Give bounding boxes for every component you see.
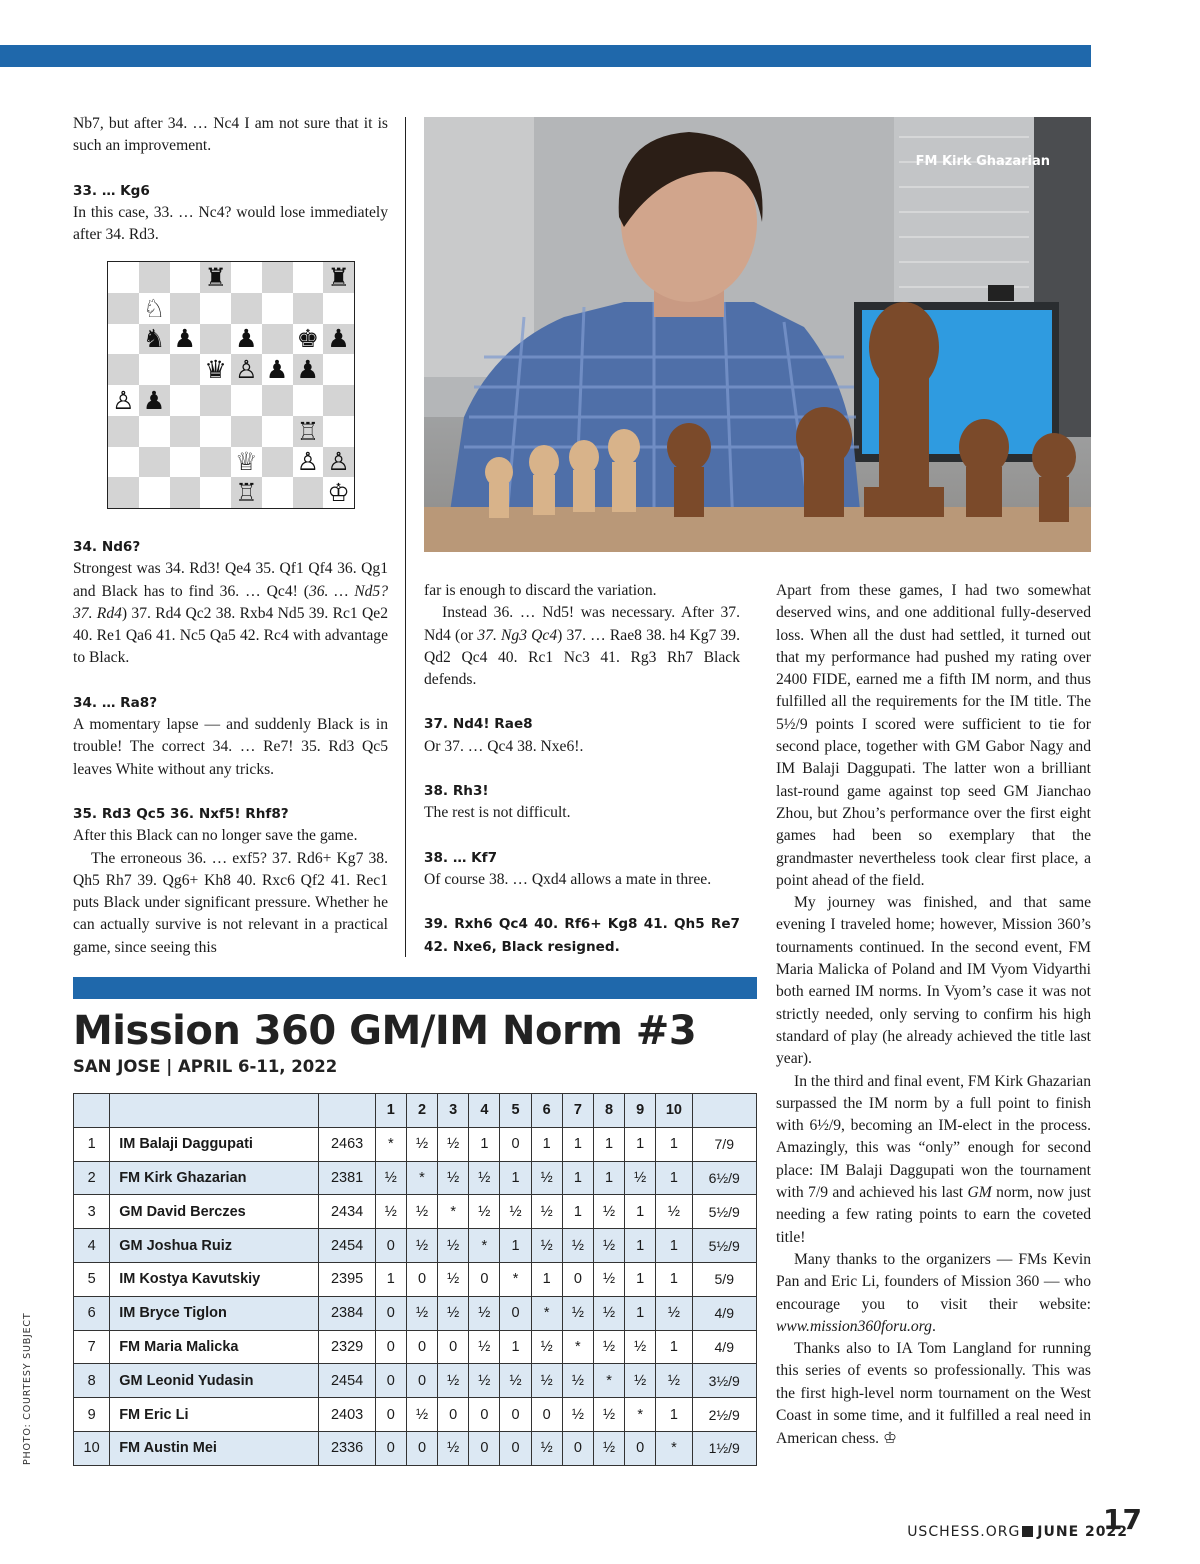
result-cell: ½ — [531, 1161, 562, 1195]
result-cell: 0 — [531, 1398, 562, 1432]
chess-piece-square: ♕ — [231, 447, 262, 478]
board-square — [108, 293, 139, 324]
table-row — [74, 1330, 757, 1364]
player-score: 6½/9 — [692, 1161, 757, 1195]
round-header: 1 — [375, 1094, 406, 1128]
crosstable-title: Mission 360 GM/IM Norm #3 — [73, 1008, 697, 1054]
board-square — [108, 477, 139, 508]
result-cell: ½ — [406, 1229, 437, 1263]
paragraph: The erroneous 36. … exf5? 37. Rd6+ Kg7 38. Qh5 Rh7 39. Qg6+ Kh8 40. Rxc6 Qf2 41. Rec1 puts Black under significant pressure. Whether he can actually survive is not relevant in a practical game, since seeing this — [73, 849, 388, 956]
chess-piece-square: ♜ — [323, 262, 354, 293]
chess-diagram — [107, 261, 355, 509]
board-square — [108, 262, 139, 293]
move-heading: 35. Rd3 Qc5 36. Nxf5! Rhf8? — [73, 805, 289, 822]
board-square — [139, 477, 170, 508]
result-cell: ½ — [500, 1364, 531, 1398]
result-cell: ½ — [593, 1296, 624, 1330]
result-cell: ½ — [625, 1364, 656, 1398]
result-cell: 1 — [625, 1229, 656, 1263]
result-cell: ½ — [562, 1398, 593, 1432]
result-cell: ½ — [531, 1195, 562, 1229]
player-score: 5/9 — [692, 1262, 757, 1296]
chess-piece-square: ♟ — [323, 324, 354, 355]
photo-credit: PHOTO: COURTESY SUBJECT — [22, 1312, 33, 1465]
player-rating: 2454 — [319, 1229, 375, 1263]
board-square — [200, 324, 231, 355]
board-square — [293, 477, 324, 508]
article-column-1 — [73, 113, 388, 246]
result-cell: 0 — [500, 1127, 531, 1161]
result-cell: ½ — [375, 1161, 406, 1195]
result-cell: 1 — [656, 1330, 692, 1364]
crosstable — [73, 1093, 757, 1466]
move-heading: 39. Rxh6 Qc4 40. Rf6+ Kg8 41. Qh5 Re7 42. Nxe6, Black resigned. — [424, 916, 740, 955]
table-row — [74, 1296, 757, 1330]
board-square — [323, 354, 354, 385]
result-cell: ½ — [562, 1229, 593, 1263]
player-rating: 2454 — [319, 1364, 375, 1398]
result-cell: 0 — [406, 1262, 437, 1296]
player-number: 4 — [74, 1229, 110, 1263]
player-name: GM David Berczes — [110, 1195, 319, 1229]
player-number: 9 — [74, 1398, 110, 1432]
board-square — [262, 447, 293, 478]
chess-piece-square: ♖ — [231, 477, 262, 508]
chess-piece-square: ♞ — [139, 324, 170, 355]
result-cell: 1 — [593, 1161, 624, 1195]
paragraph: Instead 36. … Nd5! was necessary. After 37. Nd4 (or 37. Ng3 Qc4) 37. … Rae8 38. h4 Kg7 39. Qd2 Qc4 40. Rc1 Nc3 41. Rg3 Rh7 Black defends. — [424, 604, 740, 689]
result-cell: 1 — [656, 1127, 692, 1161]
chess-piece-square: ♚ — [293, 324, 324, 355]
chess-piece-square: ♘ — [139, 293, 170, 324]
result-cell: ½ — [406, 1398, 437, 1432]
player-score: 3½/9 — [692, 1364, 757, 1398]
result-cell: 1 — [656, 1398, 692, 1432]
result-cell: 0 — [438, 1398, 469, 1432]
move-heading: 34. Nd6? — [73, 539, 141, 555]
board-square — [139, 416, 170, 447]
result-cell: 1 — [500, 1161, 531, 1195]
result-cell: ½ — [469, 1296, 500, 1330]
result-cell: 1 — [500, 1330, 531, 1364]
player-name: IM Balaji Daggupati — [110, 1127, 319, 1161]
article-column-3 — [776, 580, 1091, 1451]
board-square — [262, 477, 293, 508]
board-square — [262, 262, 293, 293]
header-color-bar — [0, 45, 1091, 67]
board-square — [170, 416, 201, 447]
board-square — [170, 447, 201, 478]
result-cell: 0 — [375, 1330, 406, 1364]
result-cell: * — [469, 1229, 500, 1263]
player-number: 8 — [74, 1364, 110, 1398]
page-number: 17 — [1103, 1503, 1142, 1536]
player-number: 10 — [74, 1431, 110, 1465]
header-blank — [319, 1094, 375, 1128]
player-rating: 2403 — [319, 1398, 375, 1432]
player-score: 5½/9 — [692, 1229, 757, 1263]
result-cell: ½ — [438, 1296, 469, 1330]
player-rating: 2336 — [319, 1431, 375, 1465]
board-square — [139, 447, 170, 478]
round-header: 9 — [625, 1094, 656, 1128]
result-cell: 1 — [375, 1262, 406, 1296]
player-number: 5 — [74, 1262, 110, 1296]
board-square — [262, 385, 293, 416]
result-cell: 0 — [438, 1330, 469, 1364]
chess-piece-square: ♔ — [323, 477, 354, 508]
result-cell: * — [438, 1195, 469, 1229]
paragraph: After this Black can no longer save the game. — [73, 827, 358, 845]
table-row — [74, 1398, 757, 1432]
result-cell: 0 — [406, 1431, 437, 1465]
paragraph: A momentary lapse — and suddenly Black is in trouble! The correct 34. … Re7! 35. Rd3 Qc5 leaves White without any tricks. — [73, 716, 388, 778]
variation-italic: 37. Ng3 Qc4 — [477, 626, 558, 644]
board-square — [200, 447, 231, 478]
player-name: GM Leonid Yudasin — [110, 1364, 319, 1398]
chess-piece-square: ♙ — [231, 354, 262, 385]
result-cell: ½ — [625, 1161, 656, 1195]
header-blank — [74, 1094, 110, 1128]
player-score: 4/9 — [692, 1296, 757, 1330]
result-cell: * — [625, 1398, 656, 1432]
board-square — [200, 477, 231, 508]
result-cell: ½ — [531, 1431, 562, 1465]
round-header: 8 — [593, 1094, 624, 1128]
player-rating: 2434 — [319, 1195, 375, 1229]
player-score: 2½/9 — [692, 1398, 757, 1432]
result-cell: ½ — [625, 1330, 656, 1364]
result-cell: ½ — [469, 1330, 500, 1364]
end-mark-icon: ♔ — [882, 1429, 897, 1448]
paragraph: The rest is not difficult. — [424, 804, 571, 822]
board-square — [108, 324, 139, 355]
board-square — [323, 416, 354, 447]
chess-piece-square: ♜ — [200, 262, 231, 293]
result-cell: 0 — [406, 1330, 437, 1364]
paragraph: My journey was finished, and that same evening I traveled home; however, Mission 360’s tournaments continued. In the second event, FM Maria Malicka of Poland and IM Vyom Vidyarthi both earned IM norms. In Vyom’s case it was not strictly needed, only serving to confirm his high standard of play (he already achieved the title last year). — [776, 894, 1091, 1068]
chess-piece-square: ♖ — [293, 416, 324, 447]
paragraph: far is enough to discard the variation. — [424, 582, 657, 599]
result-cell: ½ — [438, 1161, 469, 1195]
result-cell: ½ — [406, 1296, 437, 1330]
result-cell: ½ — [562, 1364, 593, 1398]
result-cell: 0 — [562, 1262, 593, 1296]
result-cell: ½ — [438, 1229, 469, 1263]
result-cell: 1 — [531, 1262, 562, 1296]
result-cell: 1 — [500, 1229, 531, 1263]
result-cell: 1 — [625, 1127, 656, 1161]
board-square — [231, 262, 262, 293]
move-heading: 38. … Kf7 — [424, 849, 498, 866]
player-number: 2 — [74, 1161, 110, 1195]
result-cell: * — [562, 1330, 593, 1364]
result-cell: 1 — [531, 1127, 562, 1161]
chess-piece-square: ♟ — [262, 354, 293, 385]
result-cell: ½ — [469, 1195, 500, 1229]
paragraph: Nb7, but after 34. … Nc4 I am not sure that it is such an improvement. — [73, 115, 388, 155]
board-square — [293, 262, 324, 293]
round-header: 6 — [531, 1094, 562, 1128]
board-square — [139, 354, 170, 385]
article-column-2 — [424, 580, 740, 958]
table-row — [74, 1364, 757, 1398]
board-square — [170, 262, 201, 293]
result-cell: ½ — [406, 1127, 437, 1161]
crosstable-subtitle: SAN JOSE | APRIL 6-11, 2022 — [73, 1057, 338, 1076]
board-square — [170, 477, 201, 508]
result-cell: * — [656, 1431, 692, 1465]
player-score: 1½/9 — [692, 1431, 757, 1465]
table-row — [74, 1195, 757, 1229]
result-cell: 0 — [406, 1364, 437, 1398]
paragraph: Thanks also to IA Tom Langland for running this series of events so professionally. This was the first high-level norm tournament on the West Coast in some time, and it fulfilled a real need in American chess. ♔ — [776, 1340, 1091, 1448]
player-number: 1 — [74, 1127, 110, 1161]
player-number: 7 — [74, 1330, 110, 1364]
article-column-1-continued — [73, 536, 388, 959]
chess-piece-square: ♙ — [108, 385, 139, 416]
chess-piece-square: ♟ — [293, 354, 324, 385]
board-square — [293, 385, 324, 416]
player-rating: 2395 — [319, 1262, 375, 1296]
website-link[interactable]: www.mission360foru.org — [776, 1317, 932, 1335]
header-blank — [110, 1094, 319, 1128]
result-cell: ½ — [593, 1398, 624, 1432]
result-cell: ½ — [593, 1330, 624, 1364]
result-cell: * — [375, 1127, 406, 1161]
result-cell: 0 — [375, 1398, 406, 1432]
header-blank — [692, 1094, 757, 1128]
result-cell: ½ — [562, 1296, 593, 1330]
board-square — [262, 416, 293, 447]
result-cell: 0 — [469, 1431, 500, 1465]
result-cell: * — [406, 1161, 437, 1195]
result-cell: * — [500, 1262, 531, 1296]
player-name: FM Kirk Ghazarian — [110, 1161, 319, 1195]
result-cell: ½ — [438, 1431, 469, 1465]
board-square — [139, 262, 170, 293]
round-header: 10 — [656, 1094, 692, 1128]
table-row — [74, 1229, 757, 1263]
board-square — [231, 385, 262, 416]
board-square — [262, 324, 293, 355]
result-cell: ½ — [438, 1364, 469, 1398]
board-square — [108, 354, 139, 385]
result-cell: * — [593, 1364, 624, 1398]
section-color-bar — [73, 977, 757, 999]
board-square — [231, 293, 262, 324]
result-cell: 1 — [656, 1229, 692, 1263]
round-header: 2 — [406, 1094, 437, 1128]
board-square — [170, 385, 201, 416]
paragraph: Apart from these games, I had two somewhat deserved wins, and one additional fully-deserved loss. When all the dust had settled, it turned out that my performance had pushed my rating over 2400 FIDE, earned me a fifth IM norm, and thus fulfilled all the requirements for the IM title. The 5½/9 points I scored were sufficient to tie for second place, together with GM Gabor Nagy and IM Balaji Daggupati. The latter won a brilliant last-round game against top seed GM Jianchao Zhou, but Zhou’s performance over the first eight games had been so exemplary that the grandmaster nevertheless took clear first place, a point ahead of the field. — [776, 582, 1091, 889]
table-row — [74, 1127, 757, 1161]
result-cell: 1 — [562, 1195, 593, 1229]
player-name: FM Eric Li — [110, 1398, 319, 1432]
board-square — [108, 447, 139, 478]
chess-piece-square: ♟ — [231, 324, 262, 355]
player-name: FM Austin Mei — [110, 1431, 319, 1465]
result-cell: ½ — [438, 1127, 469, 1161]
round-header: 3 — [438, 1094, 469, 1128]
result-cell: ½ — [469, 1161, 500, 1195]
player-name: GM Joshua Ruiz — [110, 1229, 319, 1263]
result-cell: 0 — [500, 1398, 531, 1432]
board-square — [170, 293, 201, 324]
result-cell: ½ — [593, 1262, 624, 1296]
board-square — [262, 293, 293, 324]
player-number: 6 — [74, 1296, 110, 1330]
result-cell: 1 — [625, 1195, 656, 1229]
paragraph: Or 37. … Qc4 38. Nxe6!. — [424, 737, 584, 755]
result-cell: 0 — [375, 1229, 406, 1263]
paragraph: Strongest was 34. Rd3! Qe4 35. Qf1 Qf4 36. Qg1 and Black has to find 36. … Qc4! (36. … Nd5? 37. Rd4) 37. Rd4 Qc2 38. Rxb4 Nd5 39. Rc1 Qe2 40. Re1 Qa6 41. Nc5 Qa5 42. Rc4 with advantage to Black. — [73, 560, 388, 667]
result-cell: ½ — [593, 1195, 624, 1229]
board-square — [170, 354, 201, 385]
result-cell: 1 — [656, 1161, 692, 1195]
result-cell: ½ — [406, 1195, 437, 1229]
result-cell: 0 — [375, 1296, 406, 1330]
page-footer — [907, 1524, 1128, 1540]
result-cell: 0 — [562, 1431, 593, 1465]
result-cell: 0 — [625, 1431, 656, 1465]
board-square — [200, 416, 231, 447]
result-cell: ½ — [531, 1330, 562, 1364]
result-cell: 1 — [562, 1161, 593, 1195]
square-bullet-icon — [1022, 1526, 1033, 1537]
result-cell: 0 — [469, 1262, 500, 1296]
player-rating: 2381 — [319, 1161, 375, 1195]
result-cell: 1 — [625, 1262, 656, 1296]
player-name: IM Kostya Kavutskiy — [110, 1262, 319, 1296]
result-cell: ½ — [656, 1364, 692, 1398]
player-score: 5½/9 — [692, 1195, 757, 1229]
player-rating: 2329 — [319, 1330, 375, 1364]
column-divider — [405, 117, 406, 957]
result-cell: 1 — [562, 1127, 593, 1161]
chess-piece-square: ♟ — [139, 385, 170, 416]
chess-piece-square: ♟ — [170, 324, 201, 355]
result-cell: 0 — [500, 1431, 531, 1465]
chess-piece-square: ♙ — [293, 447, 324, 478]
player-score: 7/9 — [692, 1127, 757, 1161]
player-number: 3 — [74, 1195, 110, 1229]
round-header: 5 — [500, 1094, 531, 1128]
table-row — [74, 1262, 757, 1296]
photo-illustration — [424, 117, 1091, 552]
paragraph: Many thanks to the organizers — FMs Kevin Pan and Eric Li, founders of Mission 360 — who encourage you to visit their website: www.mission360foru.org. — [776, 1250, 1091, 1335]
move-heading: 33. … Kg6 — [73, 182, 150, 199]
result-cell: ½ — [500, 1195, 531, 1229]
board-square — [200, 293, 231, 324]
result-cell: ½ — [656, 1296, 692, 1330]
player-name: IM Bryce Tiglon — [110, 1296, 319, 1330]
result-cell: ½ — [593, 1431, 624, 1465]
board-square — [200, 385, 231, 416]
chess-piece-square: ♛ — [200, 354, 231, 385]
photo-caption: FM Kirk Ghazarian — [915, 154, 1050, 169]
board-square — [231, 416, 262, 447]
move-heading: 38. Rh3! — [424, 783, 489, 800]
board-square — [293, 293, 324, 324]
player-rating: 2463 — [319, 1127, 375, 1161]
move-heading: 37. Nd4! Rae8 — [424, 716, 533, 733]
board-square — [323, 385, 354, 416]
result-cell: * — [531, 1296, 562, 1330]
result-cell: 1 — [593, 1127, 624, 1161]
result-cell: ½ — [593, 1229, 624, 1263]
table-row — [74, 1431, 757, 1465]
board-square — [108, 416, 139, 447]
result-cell: ½ — [469, 1364, 500, 1398]
board-square — [323, 293, 354, 324]
player-rating: 2384 — [319, 1296, 375, 1330]
result-cell: ½ — [531, 1364, 562, 1398]
result-cell: 0 — [469, 1398, 500, 1432]
variation-italic: 36. … Nd5? 37. Rd4 — [73, 582, 388, 622]
result-cell: ½ — [656, 1195, 692, 1229]
result-cell: 0 — [375, 1431, 406, 1465]
result-cell: ½ — [438, 1262, 469, 1296]
chess-piece-square: ♙ — [323, 447, 354, 478]
player-score: 4/9 — [692, 1330, 757, 1364]
table-row — [74, 1161, 757, 1195]
footer-site: USCHESS.ORG — [907, 1524, 1021, 1540]
player-name: FM Maria Malicka — [110, 1330, 319, 1364]
paragraph: Of course 38. … Qxd4 allows a mate in three. — [424, 870, 712, 888]
round-header: 4 — [469, 1094, 500, 1128]
result-cell: ½ — [531, 1229, 562, 1263]
photo-player-at-board — [424, 117, 1091, 552]
round-header: 7 — [562, 1094, 593, 1128]
result-cell: 1 — [469, 1127, 500, 1161]
result-cell: ½ — [375, 1195, 406, 1229]
move-heading: 34. … Ra8? — [73, 694, 158, 711]
result-cell: 1 — [656, 1262, 692, 1296]
result-cell: 0 — [375, 1364, 406, 1398]
footer-issue: JUNE 2022 — [1037, 1524, 1128, 1540]
paragraph: In the third and final event, FM Kirk Ghazarian surpassed the IM norm by a full point to finish with 6½/9, becoming an IM-elect in the process. Amazingly, this was “only” enough for second place: IM Balaji Daggupati won the tournament with 7/9 and achieved his last GM norm, now just needing a few rating points to earn the coveted title! — [776, 1072, 1091, 1246]
result-cell: 1 — [625, 1296, 656, 1330]
crosstable-header-row — [74, 1094, 757, 1128]
paragraph: In this case, 33. … Nc4? would lose immediately after 34. Rd3. — [73, 203, 388, 244]
result-cell: 0 — [500, 1296, 531, 1330]
